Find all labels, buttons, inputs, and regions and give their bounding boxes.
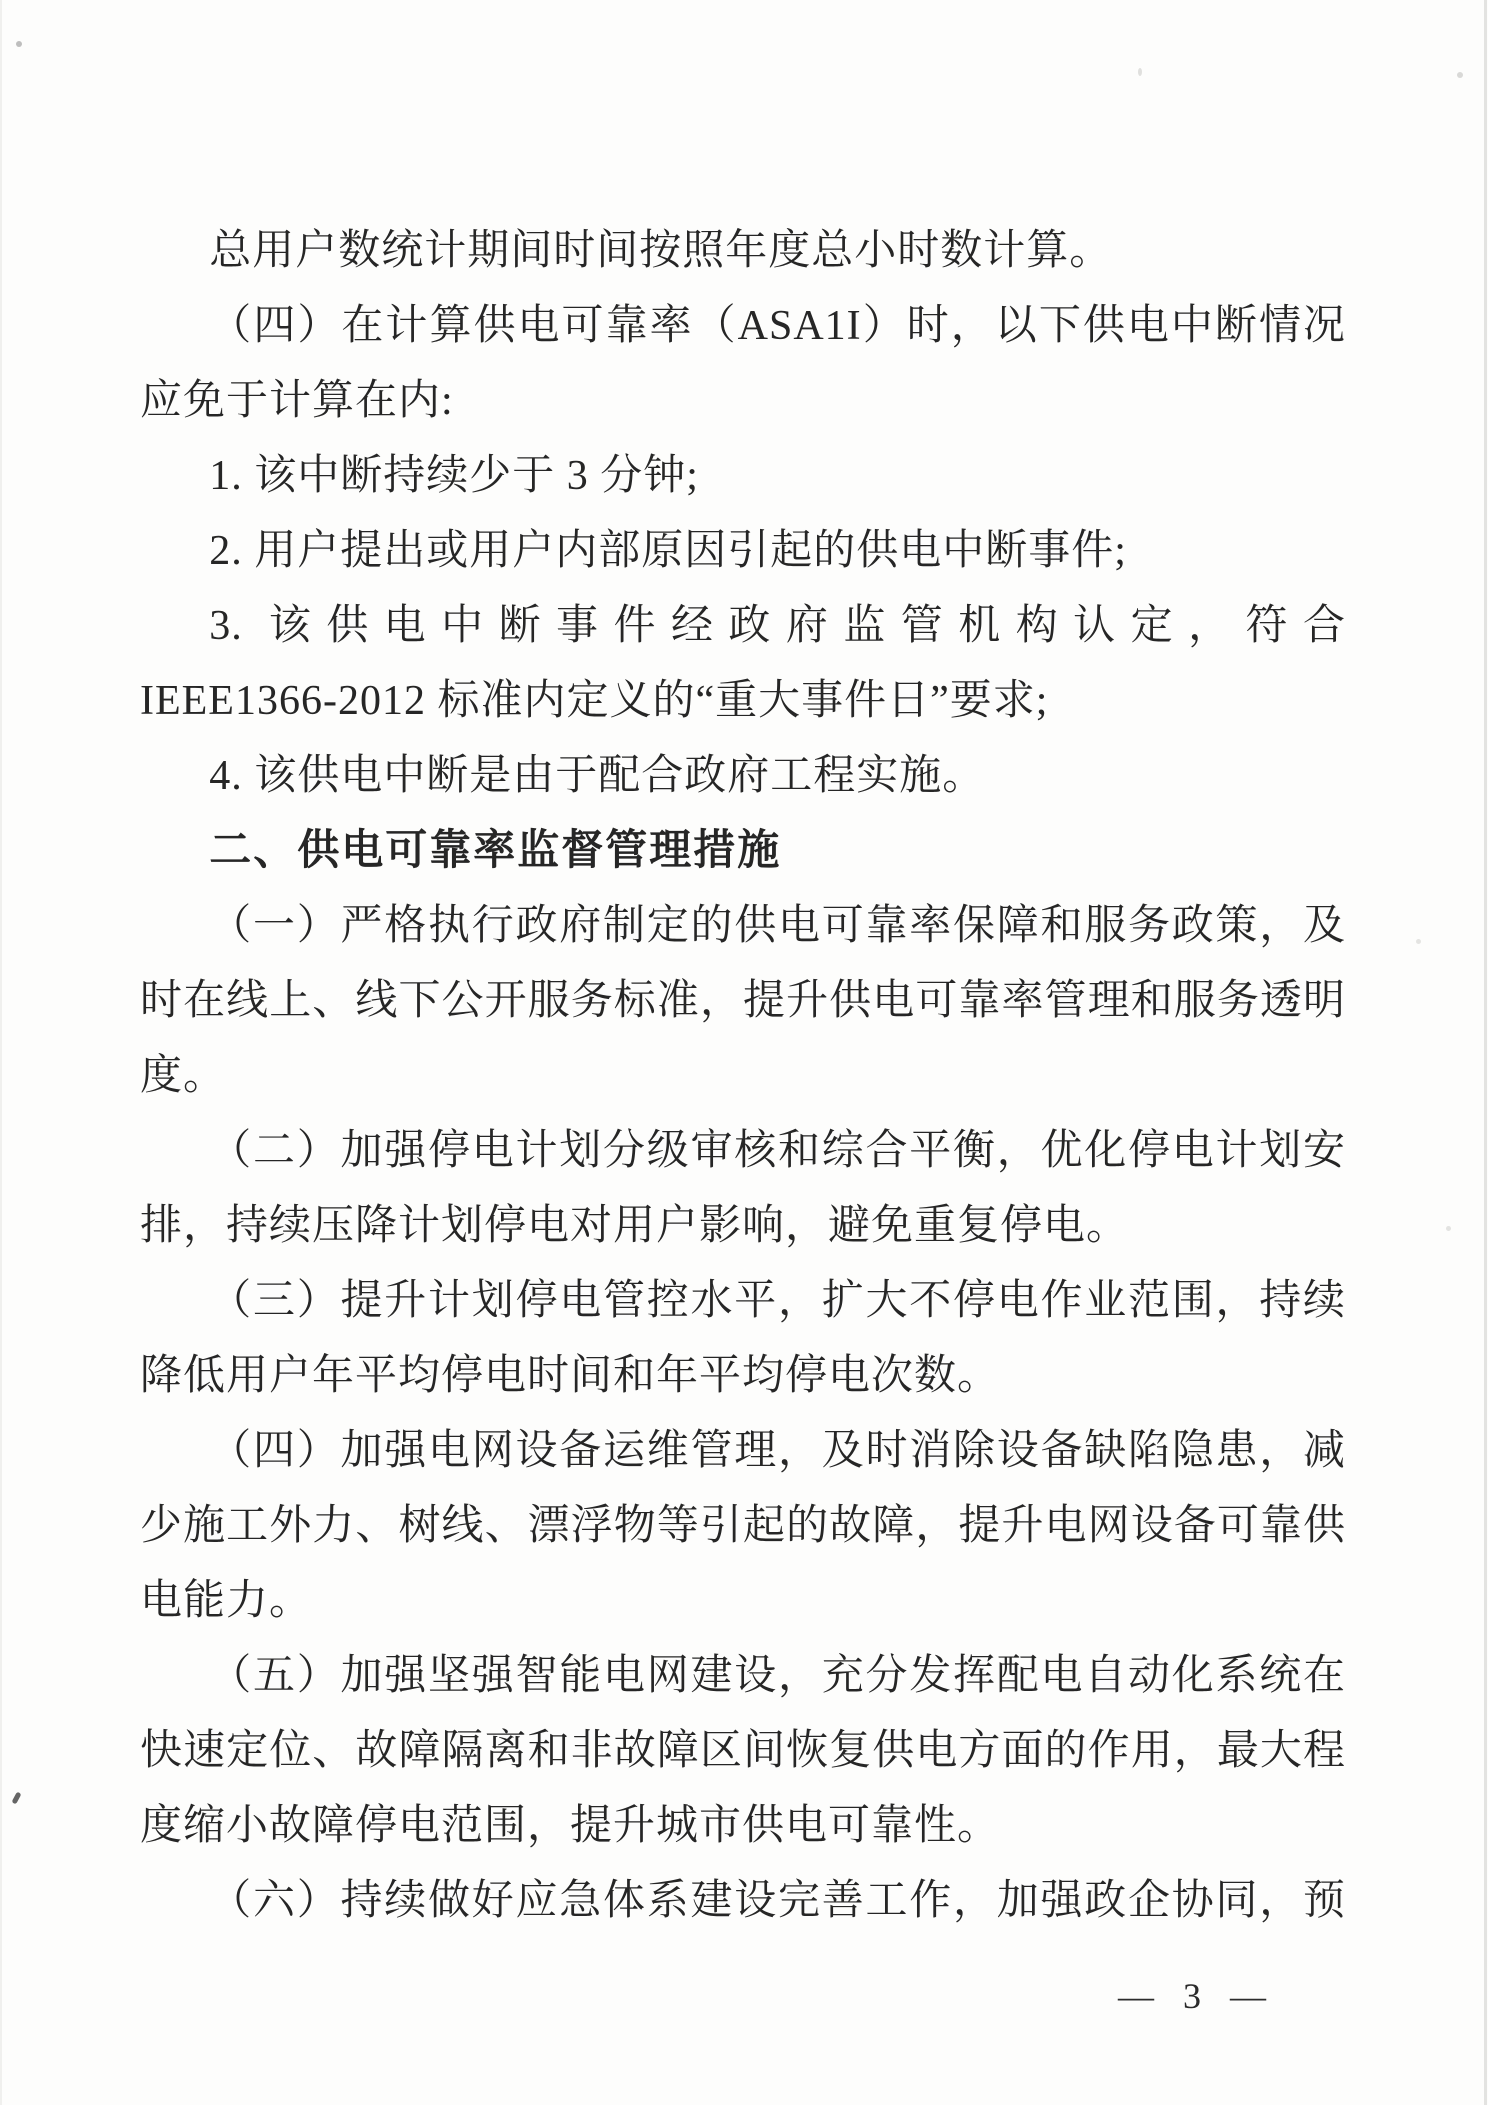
page-number: — 3 — [1118, 1976, 1276, 2016]
scan-speck [11, 1792, 21, 1805]
text-line: 时在线上、线下公开服务标准，提升供电可靠率管理和服务透明 [140, 978, 1346, 1024]
text-line: 3. 该供电中断事件经政府监管机构认定，符合 [209, 603, 1346, 649]
scan-speck [1446, 1226, 1451, 1231]
scan-edge-right [1484, 0, 1487, 2105]
scan-speck [16, 41, 22, 47]
text-line: 1. 该中断持续少于 3 分钟; [209, 453, 699, 499]
text-line: （六）持续做好应急体系建设完善工作，加强政企协同，预 [209, 1878, 1346, 1924]
text-line: （四）加强电网设备运维管理，及时消除设备缺陷隐患，减 [209, 1428, 1346, 1474]
text-line: 度。 [140, 1053, 227, 1099]
text-line: （一）严格执行政府制定的供电可靠率保障和服务政策，及 [209, 903, 1346, 949]
text-line: 快速定位、故障隔离和非故障区间恢复供电方面的作用，最大程 [140, 1728, 1346, 1774]
text-line: （二）加强停电计划分级审核和综合平衡，优化停电计划安 [209, 1128, 1346, 1174]
scan-speck [1416, 939, 1421, 944]
scan-speck [1457, 72, 1463, 78]
text-line: （五）加强坚强智能电网建设，充分发挥配电自动化系统在 [209, 1653, 1346, 1699]
text-line: （三）提升计划停电管控水平，扩大不停电作业范围，持续 [209, 1278, 1346, 1324]
text-line: 少施工外力、树线、漂浮物等引起的故障，提升电网设备可靠供 [140, 1503, 1346, 1549]
text-line: 4. 该供电中断是由于配合政府工程实施。 [209, 753, 986, 799]
text-line: 应免于计算在内: [140, 378, 454, 424]
text-line: 降低用户年平均停电时间和年平均停电次数。 [140, 1353, 1001, 1399]
text-line: 排，持续压降计划停电对用户影响，避免重复停电。 [140, 1203, 1130, 1249]
scan-edge-left [0, 0, 2, 2105]
text-line: IEEE1366-2012 标准内定义的“重大事件日”要求; [140, 678, 1049, 724]
text-line: 2. 用户提出或用户内部原因引起的供电中断事件; [209, 528, 1127, 574]
text-line: 电能力。 [140, 1578, 313, 1624]
section-heading: 二、供电可靠率监督管理措施 [209, 828, 782, 874]
text-line: （四）在计算供电可靠率（ASA1I）时，以下供电中断情况 [209, 303, 1346, 349]
text-line: 度缩小故障停电范围，提升城市供电可靠性。 [140, 1803, 1001, 1849]
scan-speck [1138, 68, 1142, 76]
document-body [140, 214, 1346, 1939]
text-line: 总用户数统计期间时间按照年度总小时数计算。 [209, 228, 1113, 274]
